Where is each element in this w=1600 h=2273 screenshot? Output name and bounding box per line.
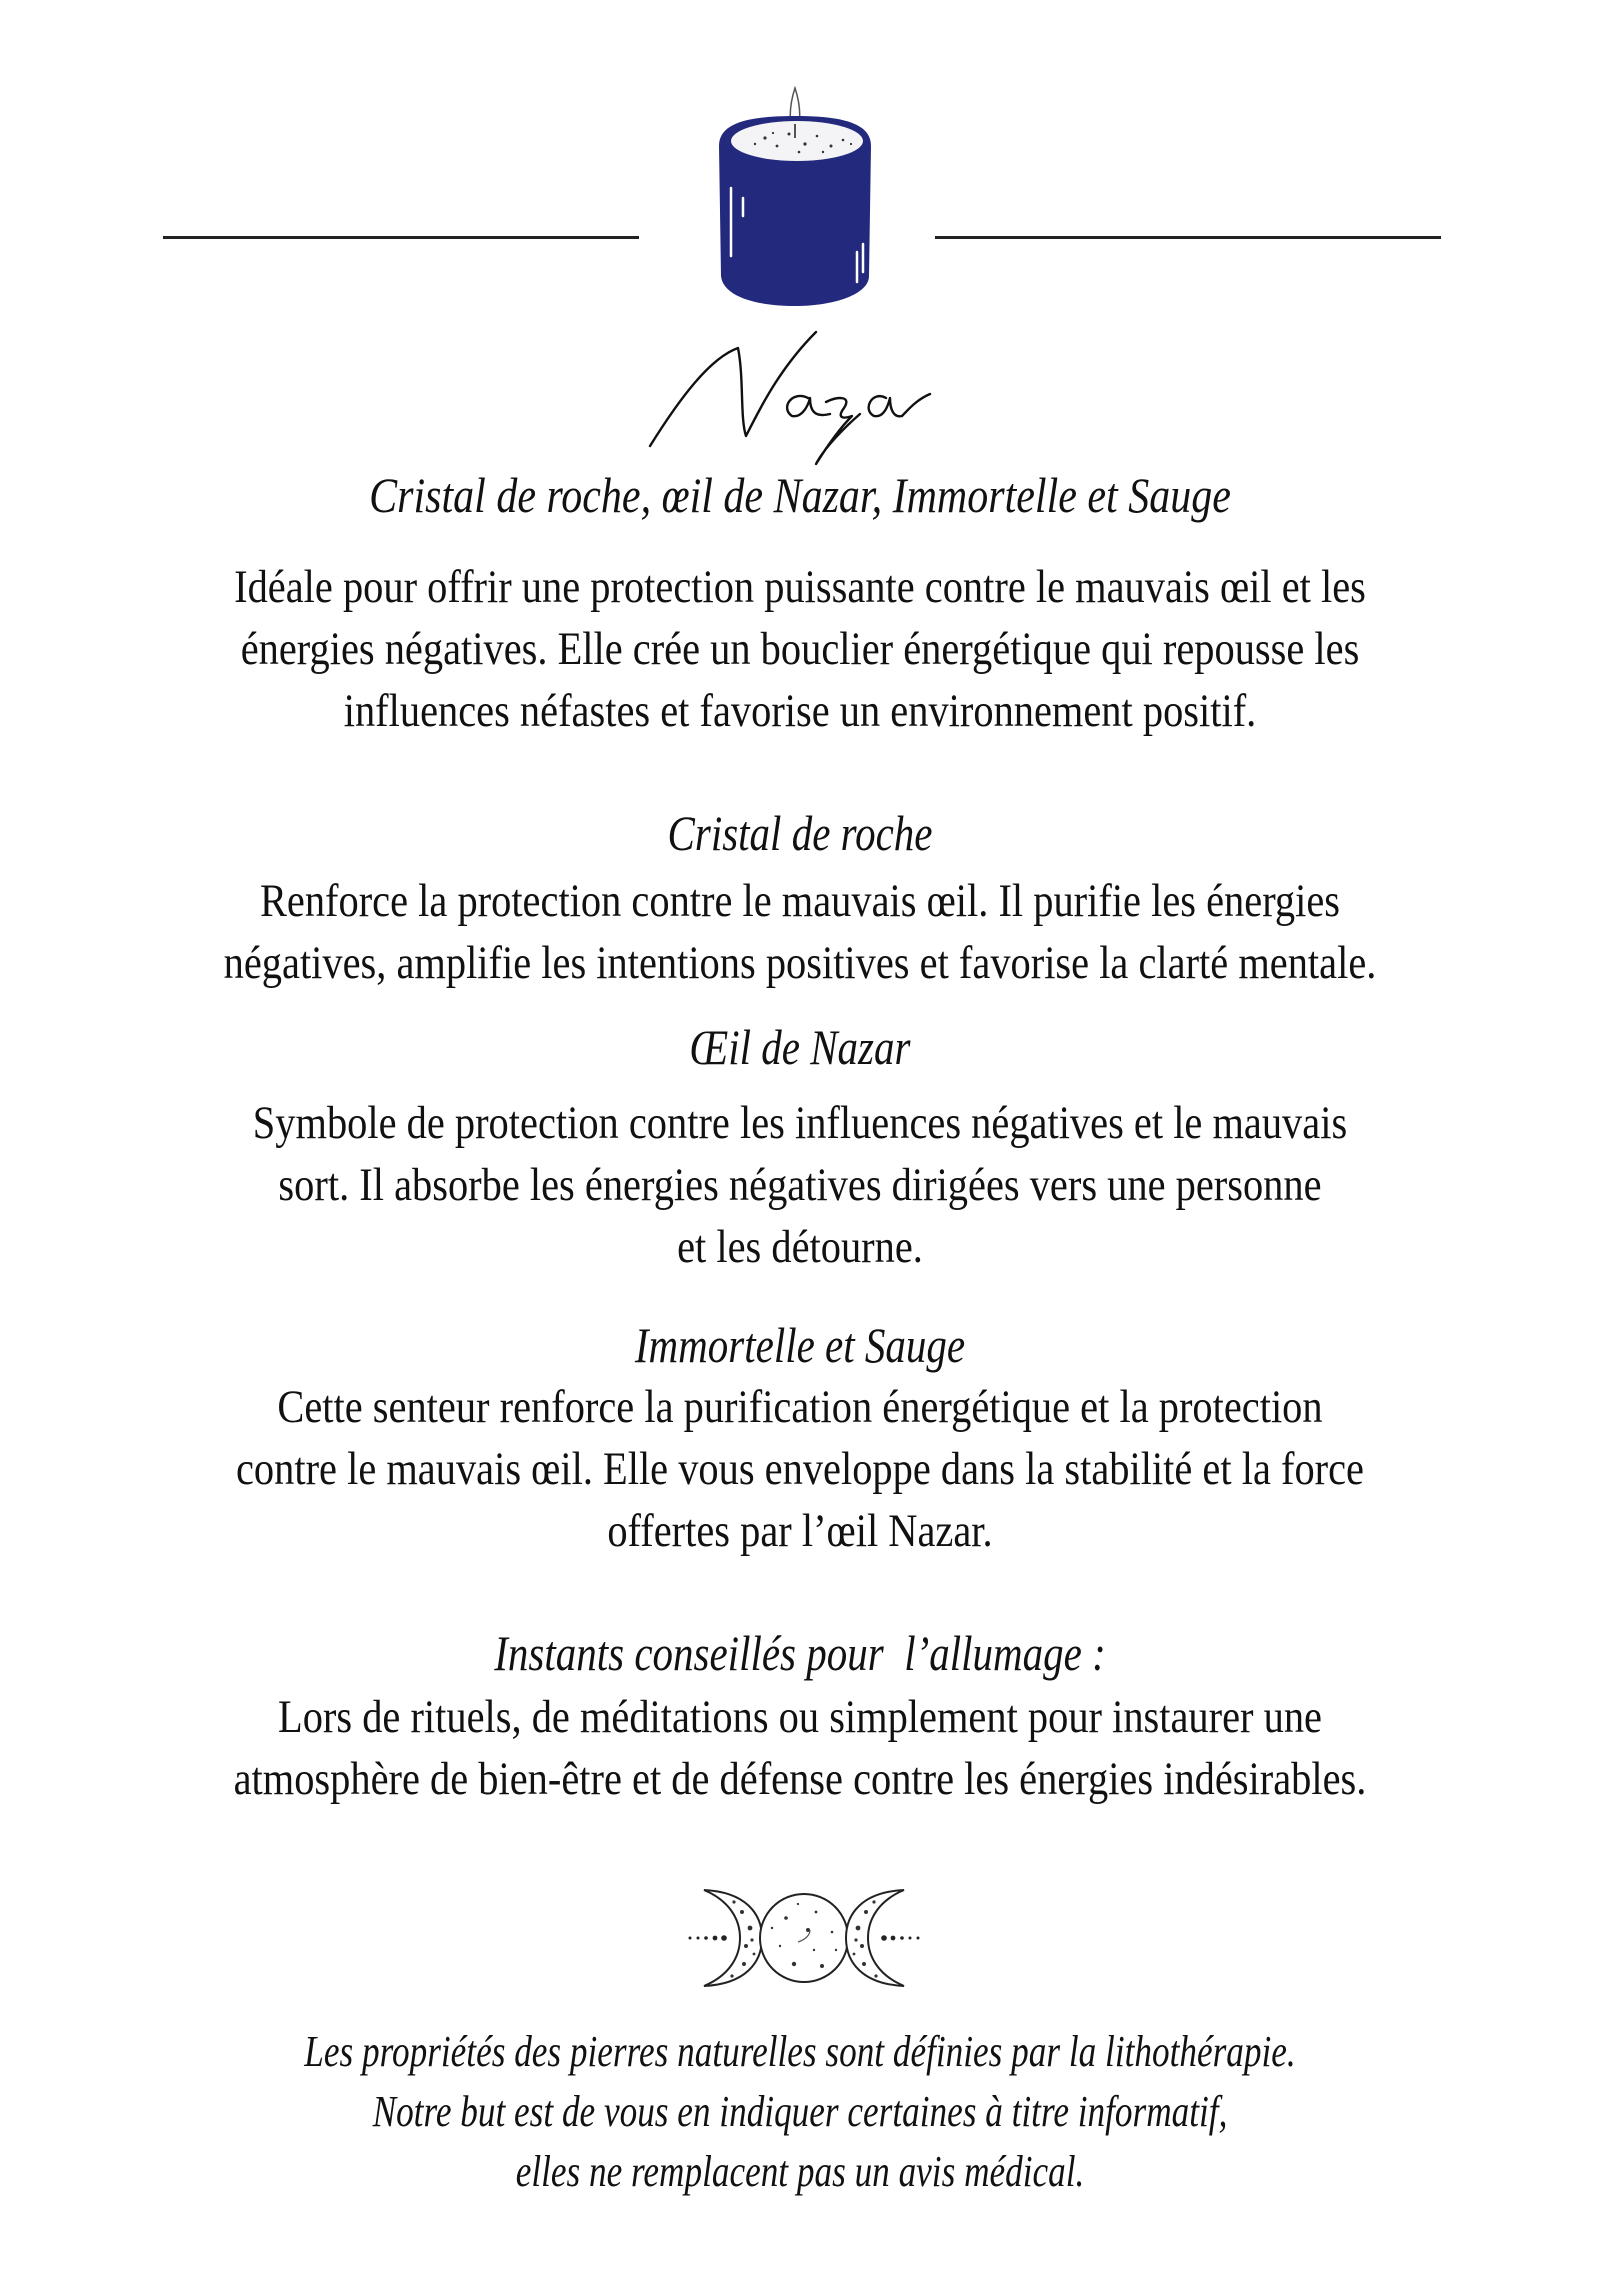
title-script xyxy=(640,318,940,466)
section-line: contre le mauvais œil. Elle vous enveloppe dans la stabilité et la force xyxy=(235,1443,1364,1495)
header-rule-left xyxy=(163,236,639,239)
disclaimer-line: Notre but est de vous en indiquer certaines à titre informatif, xyxy=(372,2087,1228,2136)
intro-line: Idéale pour offrir une protection puissante contre le mauvais œil et les xyxy=(234,561,1366,613)
section-line: négatives, amplifie les intentions positives et favorise la clarté mentale. xyxy=(223,937,1377,989)
section-line: offertes par l’œil Nazar. xyxy=(607,1505,993,1557)
title-text: Nazar xyxy=(790,418,793,419)
section-heading: Instants conseillés pour l’allumage : xyxy=(494,1625,1106,1681)
intro-line: énergies négatives. Elle crée un bouclier énergétique qui repousse les xyxy=(240,623,1360,675)
section-heading: Œil de Nazar xyxy=(689,1019,911,1075)
product-subtitle: Cristal de roche, œil de Nazar, Immortelle et Sauge xyxy=(369,467,1231,523)
disclaimer-line: elles ne remplacent pas un avis médical. xyxy=(515,2147,1085,2196)
intro-line: influences néfastes et favorise un environnement positif. xyxy=(343,685,1257,737)
section-heading: Immortelle et Sauge xyxy=(634,1317,966,1373)
section-line: Symbole de protection contre les influences négatives et le mauvais xyxy=(252,1097,1348,1149)
disclaimer-line: Les propriétés des pierres naturelles sont définies par la lithothérapie. xyxy=(304,2027,1296,2076)
section-line: Lors de rituels, de méditations ou simplement pour instaurer une xyxy=(278,1691,1322,1743)
section-line: Cette senteur renforce la purification énergétique et la protection xyxy=(277,1381,1323,1433)
header-rule-right xyxy=(935,236,1441,239)
section-line: atmosphère de bien-être et de défense contre les énergies indésirables. xyxy=(233,1753,1367,1805)
section-heading: Cristal de roche xyxy=(667,805,933,861)
triple-moon-icon xyxy=(686,1884,922,1990)
candle-icon xyxy=(705,86,885,311)
section-line: et les détourne. xyxy=(677,1221,923,1273)
section-line: sort. Il absorbe les énergies négatives dirigées vers une personne xyxy=(278,1159,1322,1211)
section-line: Renforce la protection contre le mauvais œil. Il purifie les énergies xyxy=(259,875,1341,927)
